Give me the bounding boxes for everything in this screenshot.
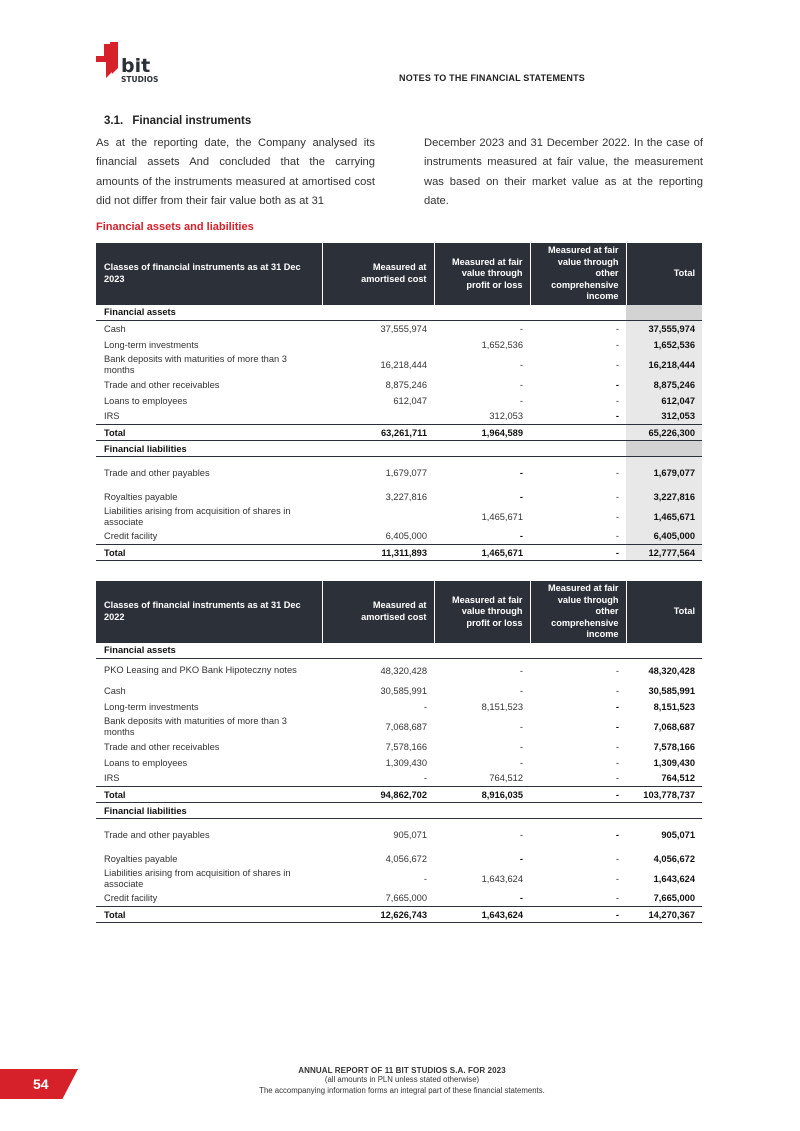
paragraph-right: December 2023 and 31 December 2022. In the case of instruments measured at fair value, the measurement was based on their market value as at the reporting date.: [424, 137, 703, 208]
table-row: Long-term investments 1,652,536 - 1,652,536: [96, 337, 702, 353]
section-row: [96, 803, 702, 819]
table-row: Cash 37,555,974 - - 37,555,974: [96, 321, 702, 337]
table-row: Loans to employees 612,047 - - 612,047: [96, 393, 702, 409]
table-row: PKO Leasing and PKO Bank Hipoteczny notes 48,320,428 - - 48,320,428: [104, 665, 695, 676]
header-amortised-cost: Measured at amortised cost: [322, 581, 434, 643]
total-row: Total 63,261,711 1,964,589 65,226,300: [96, 425, 702, 441]
table-row: IRS - 764,512 - 764,512: [104, 773, 695, 784]
header-fvtpl: Measured at fair value through profit or loss: [434, 581, 530, 643]
section-label: Financial assets: [96, 305, 322, 321]
table-row: Liabilities arising from acquisition of shares in associate - 1,643,624 - 1,643,624: [104, 867, 695, 889]
section-heading: [104, 115, 251, 127]
header-amortised-cost: Measured at amortised cost: [322, 243, 434, 305]
total-row: Total 12,626,743 1,643,624 - 14,270,367: [96, 907, 702, 923]
table-row: Trade and other payables 905,071 - - 905,071: [104, 829, 695, 840]
table-row: Credit facility 6,405,000 - - 6,405,000: [96, 529, 702, 545]
subheading-financial-assets-liabilities: Financial assets and liabilities: [96, 221, 254, 233]
section-row: [96, 643, 702, 659]
svg-text:bit: bit: [121, 55, 151, 77]
table-row: Credit facility 7,665,000 - - 7,665,000: [104, 893, 695, 904]
table-row: Royalties payable 4,056,672 - - 4,056,672: [104, 853, 695, 864]
table-2023: [96, 243, 702, 561]
table-row: Cash 30,585,991 - - 30,585,991: [104, 685, 695, 696]
header-fvoci: Measured at fair value through other comprehensive income: [530, 243, 626, 305]
section-title: Financial instruments: [132, 115, 252, 127]
table-2022: [96, 581, 702, 923]
table-row: Liabilities arising from acquisition of shares in associate 1,465,671 - 1,465,671: [96, 505, 702, 529]
paragraph-left: As at the reporting date, the Company analysed its financial assets And concluded that the carrying amounts of the instruments measured at amortised cost did not differ from their fair value both as at 31: [96, 137, 375, 208]
section-label: Financial assets: [96, 643, 322, 659]
footer-integral-note: The accompanying information forms an integral part of these financial statements.: [259, 1085, 545, 1095]
table-row: IRS 312,053 - 312,053: [96, 409, 702, 425]
header-total: Total: [626, 243, 702, 305]
header-fvtpl: Measured at fair value through profit or loss: [434, 243, 530, 305]
total-row: Total 94,862,702 8,916,035 - 103,778,737: [96, 787, 702, 803]
header-fvoci: Measured at fair value through other comprehensive income: [530, 581, 626, 643]
table-row: Bank deposits with maturities of more than 3 months 7,068,687 - - 7,068,687: [104, 715, 695, 737]
section-number: 3.1.: [104, 115, 124, 127]
header-total: Total: [626, 581, 702, 643]
footer-report-title: ANNUAL REPORT OF 11 BIT STUDIOS S.A. FOR 2023: [298, 1066, 506, 1075]
table-row: Trade and other receivables 7,578,166 - - 7,578,166: [104, 741, 695, 752]
table-row: Trade and other payables 1,679,077 - - 1,679,077: [96, 457, 702, 489]
table-row: Loans to employees 1,309,430 - - 1,309,430: [104, 757, 695, 768]
section-label: Financial liabilities: [96, 441, 322, 457]
section-row: [96, 441, 702, 457]
page-number: 54: [33, 1076, 49, 1092]
svg-text:STUDIOS: STUDIOS: [121, 75, 159, 82]
footer: [180, 1066, 624, 1096]
header-title: NOTES TO THE FINANCIAL STATEMENTS: [399, 73, 585, 83]
header-classes: Classes of financial instruments as at 31 Dec 2022: [96, 581, 322, 643]
table-row: Long-term investments - 8,151,523 - 8,151,523: [104, 701, 695, 712]
section-label: Financial liabilities: [96, 803, 322, 819]
total-row: Total 11,311,893 1,465,671 - 12,777,564: [96, 545, 702, 561]
header-classes: Classes of financial instruments as at 31 Dec 2023: [96, 243, 322, 305]
section-row: [96, 305, 702, 321]
table-row: Bank deposits with maturities of more than 3 months 16,218,444 - - 16,218,444: [96, 353, 702, 377]
company-logo: [96, 42, 176, 82]
table-row: Trade and other receivables 8,875,246 - - 8,875,246: [96, 377, 702, 393]
table-row: Royalties payable 3,227,816 - - 3,227,816: [96, 489, 702, 505]
footer-currency-note: (all amounts in PLN unless stated otherwise): [324, 1075, 480, 1084]
